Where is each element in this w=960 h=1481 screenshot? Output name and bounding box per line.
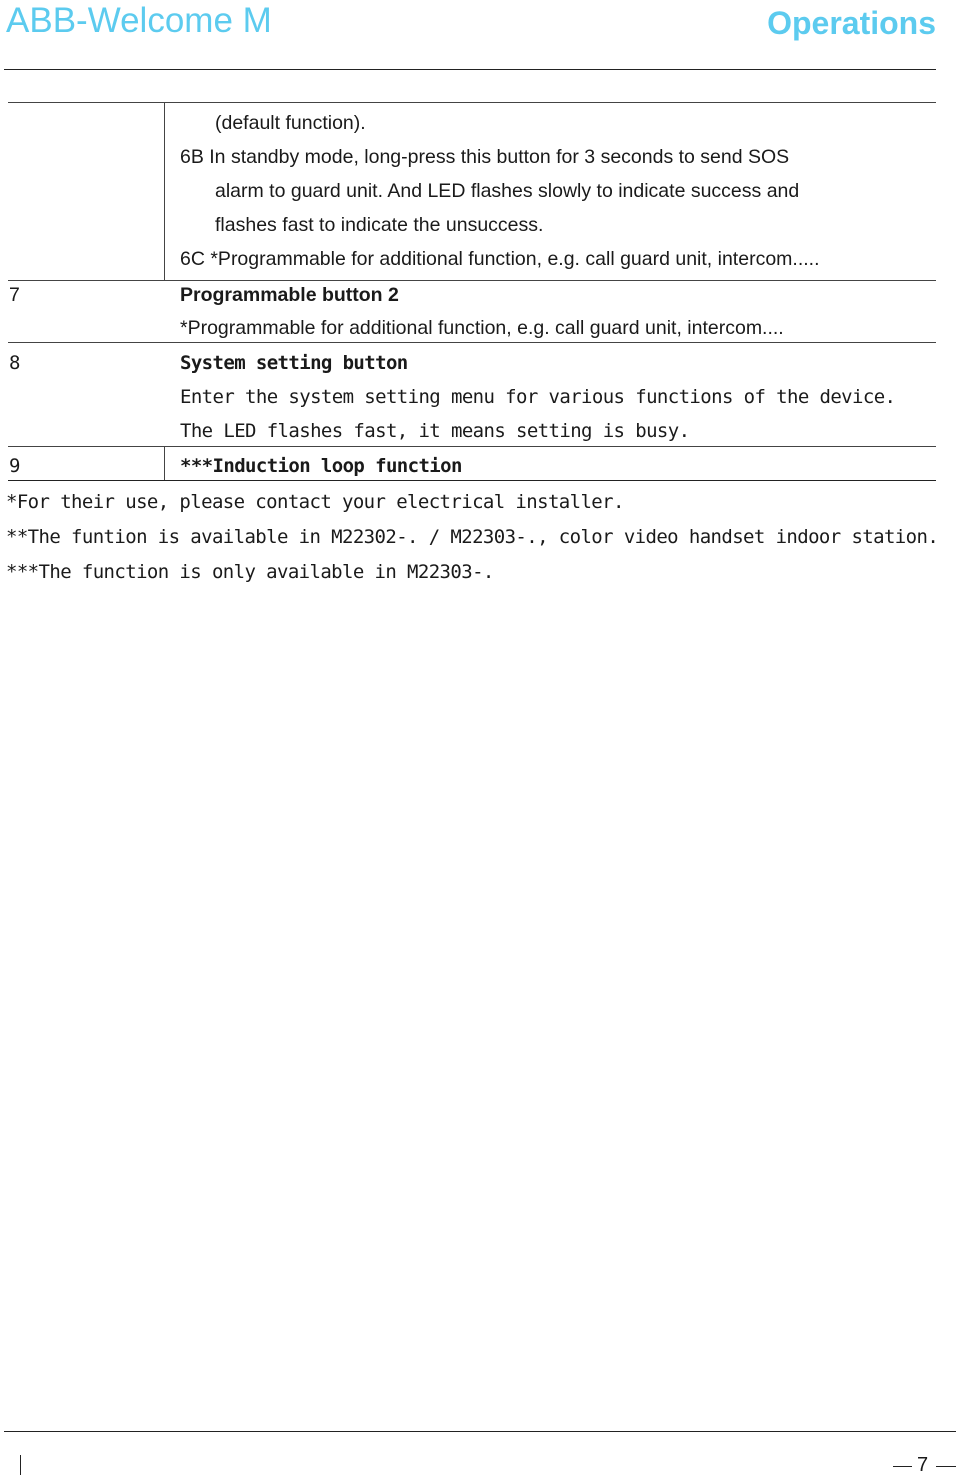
- table-top-border: [8, 102, 936, 103]
- row-description: *Programmable for additional function, e.g. call guard unit, intercom....: [180, 317, 784, 339]
- section-title: Operations: [767, 5, 936, 41]
- footer-dash-right: [936, 1466, 956, 1467]
- page-number: 7: [917, 1454, 929, 1476]
- table-column-divider: [164, 102, 165, 280]
- footer-divider: [4, 1431, 956, 1432]
- row-6b-text-line: flashes fast to indicate the unsuccess.: [215, 214, 544, 236]
- row-6b-text-line: 6B In standby mode, long-press this button for 3 seconds to send SOS: [180, 146, 790, 168]
- row-divider: [8, 342, 936, 343]
- row-title: System setting button: [180, 352, 408, 374]
- footer-dash-left: [893, 1466, 912, 1467]
- footnote: ***The function is only available in M22303-.: [6, 561, 494, 583]
- footer-bar: [20, 1455, 21, 1475]
- row-6c-text-line: 6C *Programmable for additional function, e.g. call guard unit, intercom.....: [180, 248, 820, 270]
- row-divider: [8, 280, 936, 281]
- document-title: ABB-Welcome M: [6, 1, 272, 40]
- footnote: *For their use, please contact your electrical installer.: [6, 491, 624, 513]
- footnote: **The funtion is available in M22302-. / M22303-., color video handset indoor station.: [6, 526, 939, 548]
- row-divider: [8, 446, 936, 447]
- row-number: 7: [9, 284, 20, 306]
- table-column-divider: [164, 446, 165, 480]
- row-6-text-line: (default function).: [215, 112, 366, 134]
- row-number: 8: [9, 352, 20, 374]
- row-title: Programmable button 2: [180, 284, 399, 306]
- row-6b-text-line: alarm to guard unit. And LED flashes slowly to indicate success and: [215, 180, 800, 202]
- row-title: ***Induction loop function: [180, 455, 462, 477]
- header-divider: [4, 69, 936, 70]
- table-bottom-border: [8, 480, 936, 481]
- row-description: The LED flashes fast, it means setting is busy.: [180, 420, 690, 442]
- row-number: 9: [9, 455, 20, 477]
- row-description: Enter the system setting menu for various functions of the device.: [180, 386, 896, 408]
